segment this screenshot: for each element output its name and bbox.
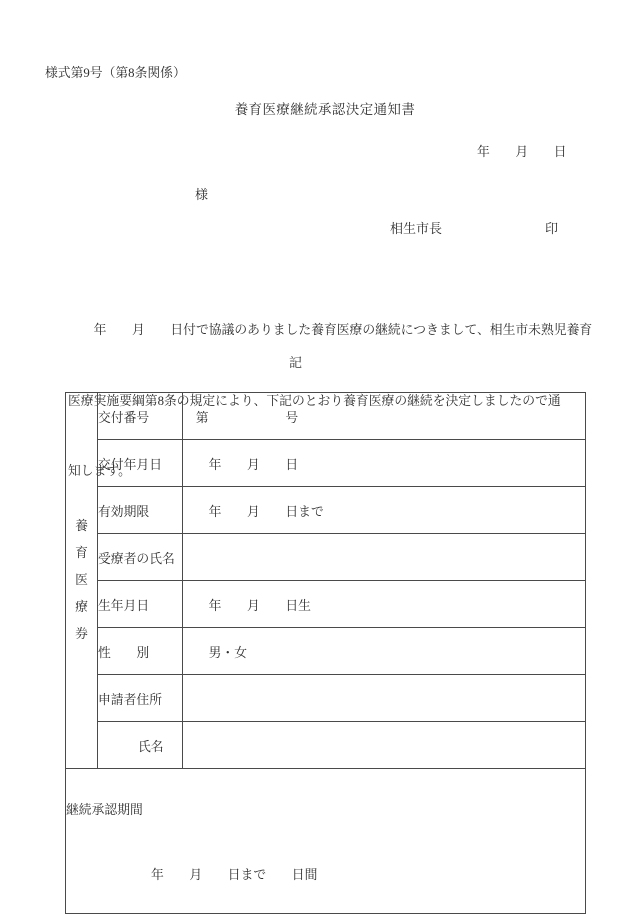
table-row [66, 440, 586, 487]
table-row [66, 722, 586, 769]
record-heading: 記 [289, 355, 303, 370]
row-label: 性 別 [98, 628, 183, 675]
approval-period-value: 年 月 日まで 日間 [151, 868, 318, 882]
seal-mark: 印 [545, 221, 559, 236]
row-value: 年 月 日まで [183, 487, 586, 534]
row-value: 年 月 日生 [183, 581, 586, 628]
table-row [66, 675, 586, 722]
row-value: 男・女 [183, 628, 586, 675]
row-group-header: 養育医療券 [75, 519, 88, 641]
row-label: 交付番号 [98, 393, 183, 440]
row-value [183, 722, 586, 769]
row-value: 年 月 日 [183, 440, 586, 487]
row-value: 第 号 [183, 393, 586, 440]
row-label: 申請者住所 [98, 675, 183, 722]
issue-date-blank: 年 月 日 [477, 145, 567, 159]
table-row [66, 393, 586, 440]
row-value [183, 675, 586, 722]
body-line: 年 月 日付で協議のありました養育医療の継続につきまして、相生市未熟児養育 [68, 323, 593, 337]
certificate-table [65, 392, 586, 914]
row-label: 有効期限 [98, 487, 183, 534]
approval-period-cell [66, 769, 586, 914]
form-number: 様式第9号（第8条関係） [45, 66, 186, 80]
row-label: 氏名 [98, 722, 183, 769]
table-row [66, 769, 586, 914]
approval-period-label: 継続承認期間 [66, 803, 143, 817]
document-title: 養育医療継続承認決定通知書 [234, 102, 416, 117]
table-row [66, 628, 586, 675]
row-value [183, 534, 586, 581]
body-line: 医療実施要綱第8条の規定により、下記のとおり養育医療の継続を決定しましたので通 [68, 393, 561, 408]
row-group-header-cell [66, 393, 98, 769]
table-row [66, 487, 586, 534]
row-label: 交付年月日 [98, 440, 183, 487]
issuer-name: 相生市長 [390, 221, 443, 236]
body-line: 知します。 [68, 464, 131, 478]
addressee-honorific: 様 [195, 187, 209, 202]
table-row [66, 534, 586, 581]
table-row [66, 581, 586, 628]
row-label: 生年月日 [98, 581, 183, 628]
row-label: 受療者の氏名 [98, 534, 183, 581]
